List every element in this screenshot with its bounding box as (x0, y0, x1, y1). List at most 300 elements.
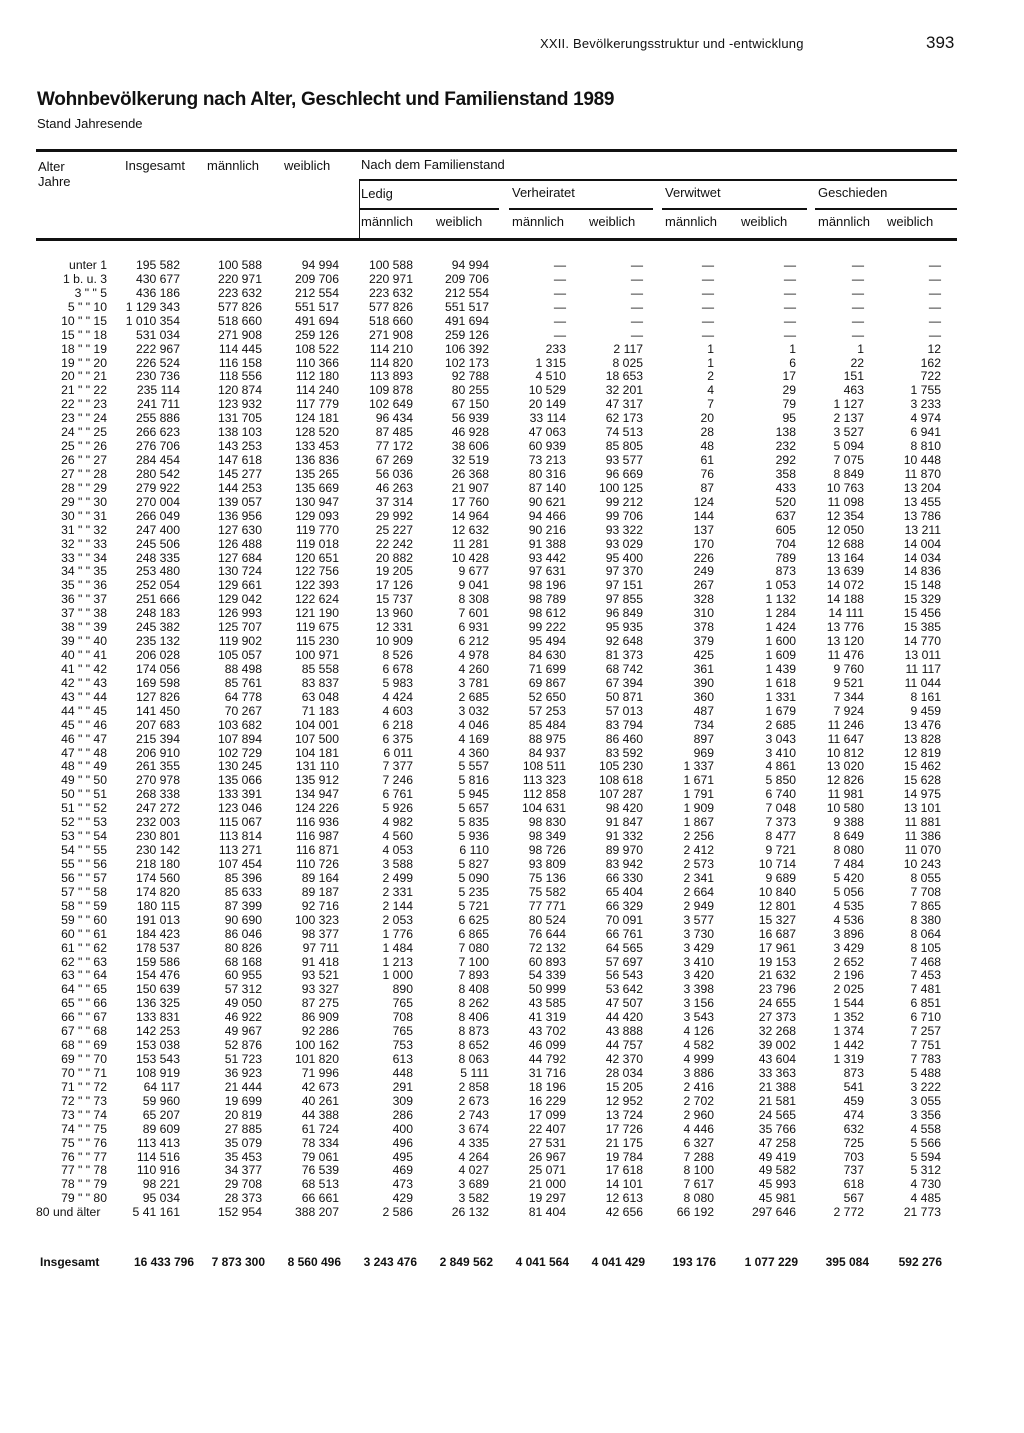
table-cell: 1 (857, 341, 864, 356)
table-cell: 126 488 (217, 536, 262, 551)
table-cell: 22 (850, 355, 864, 370)
table-cell: 151 (843, 369, 864, 384)
table-cell: 81 373 (605, 648, 643, 663)
row-age-label: 27 " " 28 (61, 466, 107, 481)
table-cell: — (851, 327, 864, 342)
total-cell: 2 849 562 (439, 1255, 493, 1269)
table-cell: 255 886 (135, 411, 180, 426)
table-cell: 1 374 (833, 1024, 864, 1039)
table-cell: 2 196 (833, 968, 864, 983)
table-cell: 91 332 (605, 829, 643, 844)
table-cell: 10 428 (451, 550, 489, 565)
row-age-label: 72 " " 73 (61, 1093, 107, 1108)
table-cell: 91 847 (605, 815, 643, 830)
table-cell: 107 287 (598, 787, 643, 802)
table-cell: 93 322 (605, 522, 643, 537)
row-age-label: 76 " " 77 (61, 1149, 107, 1164)
table-cell: 230 801 (135, 829, 180, 844)
row-age-label: 18 " " 19 (61, 341, 107, 356)
table-cell: 109 878 (368, 383, 413, 398)
table-cell: 11 881 (904, 815, 941, 830)
row-age-label: 70 " " 71 (61, 1065, 107, 1080)
table-cell: 3 886 (683, 1065, 714, 1080)
header-insgesamt: Insgesamt (125, 158, 185, 173)
table-cell: 433 (775, 480, 796, 495)
row-age-label: 41 " " 42 (61, 661, 107, 676)
table-cell: 88 975 (528, 731, 566, 746)
table-cell: 5 945 (458, 787, 489, 802)
table-cell: 13 211 (904, 522, 941, 537)
table-cell: 107 500 (294, 731, 339, 746)
table-cell: 567 (843, 1191, 864, 1206)
table-cell: 6 851 (910, 996, 941, 1011)
table-cell: 118 556 (218, 369, 262, 384)
table-cell: 67 269 (375, 453, 413, 468)
table-title: Wohnbevölkerung nach Alter, Geschlecht und Familienstand 1989 (37, 89, 615, 110)
table-cell: 87 (700, 480, 714, 495)
table-cell: 32 201 (605, 383, 643, 398)
table-cell: 107 454 (217, 856, 262, 871)
row-age-label: 19 " " 20 (61, 355, 107, 370)
table-cell: 90 690 (224, 912, 262, 927)
table-cell: 35 766 (758, 1121, 796, 1136)
table-cell: 12 331 (375, 620, 413, 635)
table-cell: 13 776 (826, 620, 864, 635)
total-cell: 4 041 564 (515, 1255, 569, 1269)
table-cell: 85 396 (224, 870, 262, 885)
table-cell: 174 820 (135, 884, 180, 899)
table-cell: 15 327 (758, 912, 796, 927)
table-cell: — (851, 271, 864, 286)
row-age-label: 56 " " 57 (61, 870, 107, 885)
table-cell: 13 828 (903, 731, 941, 746)
table-cell: 13 724 (605, 1107, 643, 1122)
table-cell: 13 786 (903, 508, 941, 523)
table-cell: 42 370 (605, 1052, 643, 1066)
table-cell: 27 373 (758, 1010, 796, 1025)
table-cell: 2 053 (382, 912, 413, 927)
row-age-label: 65 " " 66 (61, 996, 107, 1011)
table-cell: — (553, 313, 566, 328)
table-cell: 7 075 (833, 453, 864, 468)
table-cell: 12 354 (826, 508, 864, 523)
row-age-label: 79 " " 80 (61, 1191, 107, 1206)
table-cell: 15 462 (903, 759, 941, 774)
table-cell: 97 151 (605, 578, 643, 593)
table-cell: 8 064 (910, 926, 941, 941)
table-cell: 7 100 (458, 954, 489, 969)
table-cell: 17 618 (605, 1163, 643, 1178)
table-cell: 80 316 (528, 466, 566, 481)
table-cell: 268 338 (135, 787, 180, 802)
table-cell: 49 050 (224, 996, 262, 1011)
table-cell: 12 613 (605, 1191, 643, 1206)
table-cell: 4 360 (458, 745, 489, 760)
table-cell: — (553, 271, 566, 286)
table-cell: 6 941 (910, 425, 941, 440)
table-cell: 873 (775, 564, 796, 579)
table-cell: — (701, 271, 714, 286)
table-cell: 8 649 (833, 829, 864, 844)
table-cell: 8 063 (458, 1052, 489, 1066)
table-cell: 2 144 (382, 898, 413, 913)
table-cell: 98 789 (528, 592, 566, 607)
table-cell: 9 521 (833, 675, 864, 690)
table-cell: 4 558 (910, 1121, 941, 1136)
table-cell: 14 004 (903, 536, 941, 551)
table-cell: 56 036 (375, 466, 413, 481)
table-cell: 251 666 (135, 592, 180, 607)
table-cell: 100 588 (217, 258, 262, 272)
table-cell: 2 685 (765, 717, 796, 732)
table-cell: 102 173 (444, 355, 489, 370)
table-cell: 6 011 (383, 745, 413, 760)
table-cell: 115 230 (295, 634, 339, 649)
table-cell: 222 967 (135, 341, 180, 356)
table-cell: 270 978 (135, 773, 180, 788)
row-age-label: 80 und älter (36, 1205, 101, 1220)
table-cell: 605 (775, 522, 796, 537)
table-cell: 119 902 (218, 634, 262, 649)
table-cell: 459 (843, 1093, 864, 1108)
table-cell: 1 679 (765, 703, 796, 718)
table-cell: 551 517 (444, 299, 489, 314)
row-age-label: 44 " " 45 (61, 703, 107, 718)
table-cell: 85 633 (224, 884, 262, 899)
table-cell: 97 855 (605, 592, 643, 607)
table-cell: 80 255 (451, 383, 489, 398)
table-cell: 1 791 (683, 787, 714, 802)
table-cell: 134 947 (294, 787, 339, 802)
header-ledig: Ledig (361, 186, 393, 201)
table-cell: 191 013 (135, 912, 180, 927)
table-cell: — (783, 285, 796, 300)
table-cell: 1 (789, 341, 796, 356)
table-cell: 93 029 (605, 536, 643, 551)
row-age-label: 63 " " 64 (61, 968, 107, 983)
table-cell: 100 588 (368, 258, 413, 272)
table-cell: 124 (693, 494, 714, 509)
table-cell: 267 (693, 578, 714, 593)
table-cell: 8 025 (612, 355, 643, 370)
table-cell: 15 329 (903, 592, 941, 607)
table-cell: 722 (920, 369, 941, 384)
table-cell: 61 724 (301, 1121, 339, 1136)
table-cell: — (701, 327, 714, 342)
table-cell: 27 885 (224, 1121, 262, 1136)
table-cell: 137 (693, 522, 714, 537)
table-cell: 207 683 (135, 717, 180, 732)
table-cell: 50 999 (528, 982, 566, 997)
table-cell: 4 560 (382, 829, 413, 844)
table-cell: 64 117 (143, 1079, 180, 1094)
table-cell: 92 716 (301, 898, 339, 913)
table-cell: 4 999 (683, 1052, 714, 1066)
table-cell: 436 186 (135, 285, 180, 300)
table-cell: — (553, 299, 566, 314)
table-cell: 99 212 (605, 494, 643, 509)
table-cell: 33 363 (758, 1065, 796, 1080)
table-cell: 4 126 (683, 1024, 714, 1039)
table-cell: 3 429 (683, 940, 714, 955)
table-cell: 98 377 (301, 926, 339, 941)
row-age-label: 77 " " 78 (61, 1163, 107, 1178)
table-cell: 47 258 (758, 1135, 796, 1150)
table-cell: 113 323 (522, 773, 566, 788)
table-cell: 69 867 (528, 675, 566, 690)
table-cell: — (783, 327, 796, 342)
table-cell: 11 281 (452, 536, 489, 551)
table-cell: 130 245 (217, 759, 262, 774)
row-age-label: 43 " " 44 (61, 689, 107, 704)
header-verheiratet: Verheiratet (512, 185, 575, 200)
table-cell: 129 042 (217, 592, 262, 607)
table-cell: 57 253 (528, 703, 566, 718)
table-cell: 6 110 (459, 843, 489, 858)
table-cell: 360 (693, 689, 714, 704)
table-cell: 7 288 (683, 1149, 714, 1164)
header-verheiratet-maennlich: männlich (512, 214, 565, 229)
table-cell: 68 168 (224, 954, 262, 969)
table-cell: 1 776 (382, 926, 413, 941)
table-cell: 150 639 (135, 982, 180, 997)
table-cell: 9 388 (833, 815, 864, 830)
table-cell: 270 004 (135, 494, 180, 509)
header-verwitwet: Verwitwet (665, 185, 721, 200)
table-cell: 3 588 (382, 856, 413, 871)
table-cell: 4 264 (458, 1149, 489, 1164)
table-cell: 3 233 (910, 397, 941, 412)
table-cell: 136 956 (217, 508, 262, 523)
table-cell: 81 404 (528, 1205, 566, 1220)
table-cell: 94 994 (301, 258, 339, 272)
table-cell: 280 542 (135, 466, 180, 481)
table-cell: 8 308 (458, 592, 489, 607)
table-cell: 26 368 (451, 466, 489, 481)
table-cell: 1 284 (765, 606, 796, 621)
row-age-label: 67 " " 68 (61, 1024, 107, 1039)
table-cell: 4 446 (683, 1121, 714, 1136)
row-age-label: 68 " " 69 (61, 1038, 107, 1053)
table-cell: 86 909 (301, 1010, 339, 1025)
row-age-label: 71 " " 72 (61, 1079, 107, 1094)
table-cell: 11 246 (827, 717, 864, 732)
table-cell: 44 420 (605, 1010, 643, 1025)
table-cell: 577 826 (368, 299, 413, 314)
row-age-label: 32 " " 33 (61, 536, 107, 551)
table-cell: 3 896 (833, 926, 864, 941)
table-cell: 10 580 (826, 801, 864, 816)
table-cell: 12 (927, 341, 941, 356)
table-cell: 8 055 (910, 870, 941, 885)
table-cell: 110 916 (136, 1163, 180, 1178)
table-cell: 112 858 (522, 787, 566, 802)
table-cell: 159 586 (135, 954, 180, 969)
table-cell: 8 080 (683, 1191, 714, 1206)
table-cell: 253 480 (135, 564, 180, 579)
table-cell: 1 129 343 (125, 299, 180, 314)
table-cell: 577 826 (217, 299, 262, 314)
row-age-label: 73 " " 74 (61, 1107, 107, 1122)
table-cell: 21 388 (758, 1079, 796, 1094)
table-cell: 3 543 (683, 1010, 714, 1025)
row-age-label: 49 " " 50 (61, 773, 107, 788)
table-cell: 28 (700, 425, 714, 440)
row-age-label: 36 " " 37 (61, 592, 107, 607)
table-cell: — (701, 285, 714, 300)
row-age-label: 47 " " 48 (61, 745, 107, 760)
row-age-label: 46 " " 47 (61, 731, 107, 746)
table-cell: 129 093 (294, 508, 339, 523)
table-cell: 10 909 (375, 634, 413, 649)
table-cell: — (783, 313, 796, 328)
table-cell: 7 453 (910, 968, 941, 983)
table-cell: 518 660 (368, 313, 413, 328)
table-cell: 100 125 (598, 480, 643, 495)
table-cell: 10 840 (758, 884, 796, 899)
table-cell: 17 126 (375, 578, 413, 593)
table-cell: 3 420 (683, 968, 714, 983)
table-cell: 4 169 (458, 731, 489, 746)
row-age-label: 26 " " 27 (61, 453, 107, 468)
table-cell: 89 970 (605, 843, 643, 858)
table-cell: 310 (693, 606, 714, 621)
table-cell: 11 098 (827, 494, 864, 509)
table-cell: 37 314 (375, 494, 413, 509)
table-cell: — (851, 258, 864, 272)
table-cell: 361 (693, 661, 714, 676)
table-cell: 7 246 (382, 773, 413, 788)
row-age-label: 25 " " 26 (61, 439, 107, 454)
total-cell: 193 176 (672, 1255, 716, 1269)
table-cell: 116 936 (295, 815, 339, 830)
table-cell: 1 (707, 355, 714, 370)
table-cell: 110 366 (295, 355, 339, 370)
table-cell: 19 153 (758, 954, 796, 969)
total-cell: 4 041 429 (591, 1255, 645, 1269)
table-cell: 93 327 (301, 982, 339, 997)
table-cell: — (851, 285, 864, 300)
table-cell: 17 961 (758, 940, 796, 955)
table-cell: 400 (392, 1121, 413, 1136)
table-cell: 83 592 (605, 745, 643, 760)
table-cell: 7 468 (910, 954, 941, 969)
table-cell: 21 581 (758, 1093, 796, 1108)
table-cell: 71 996 (301, 1065, 339, 1080)
table-cell: 17 760 (451, 494, 489, 509)
table-cell: 124 181 (294, 411, 339, 426)
table-cell: 3 055 (910, 1093, 941, 1108)
table-cell: 35 453 (224, 1149, 262, 1164)
table-cell: 127 630 (217, 522, 262, 537)
table-cell: 31 716 (528, 1065, 566, 1080)
table-cell: 233 (545, 341, 566, 356)
table-cell: 43 702 (528, 1024, 566, 1039)
table-cell: 14 975 (903, 787, 941, 802)
table-cell: 4 424 (382, 689, 413, 704)
table-cell: 102 729 (217, 745, 262, 760)
table-cell: 98 830 (528, 815, 566, 830)
table-cell: 6 678 (382, 661, 413, 676)
row-age-label: 34 " " 35 (61, 564, 107, 579)
table-cell: 4 974 (910, 411, 941, 426)
table-cell: 6 931 (458, 620, 489, 635)
table-cell: 2 743 (458, 1107, 489, 1122)
table-cell: 1 315 (535, 355, 566, 370)
table-cell: 226 (693, 550, 714, 565)
table-cell: 63 048 (301, 689, 339, 704)
table-cell: 1 331 (765, 689, 796, 704)
table-cell: 107 894 (217, 731, 262, 746)
table-cell: 215 394 (135, 731, 180, 746)
row-age-label: 40 " " 41 (61, 648, 107, 663)
row-age-label: 51 " " 52 (61, 801, 107, 816)
table-cell: 66 330 (605, 870, 643, 885)
table-cell: 13 476 (903, 717, 941, 732)
table-cell: 100 323 (294, 912, 339, 927)
table-cell: 5 594 (910, 1149, 941, 1164)
table-cell: 2 499 (382, 870, 413, 885)
table-cell: 1 442 (833, 1038, 864, 1053)
table-cell: 35 079 (224, 1135, 262, 1150)
table-cell: 3 577 (683, 912, 714, 927)
table-cell: 2 331 (382, 884, 413, 899)
table-cell: 3 156 (683, 996, 714, 1011)
table-cell: 8 652 (458, 1038, 489, 1053)
table-cell: 66 661 (301, 1191, 339, 1206)
table-cell: 378 (693, 620, 714, 635)
row-age-label: 57 " " 58 (61, 884, 107, 899)
table-cell: 11 386 (904, 829, 941, 844)
table-cell: 169 598 (135, 675, 180, 690)
table-cell: 71 183 (301, 703, 339, 718)
table-cell: 86 046 (224, 926, 262, 941)
table-cell: 74 513 (605, 425, 643, 440)
table-cell: 10 529 (528, 383, 566, 398)
table-cell: 4 535 (833, 898, 864, 913)
table-cell: 4 (707, 383, 714, 398)
table-cell: 15 205 (605, 1079, 643, 1094)
table-cell: 2 960 (683, 1107, 714, 1122)
table-cell: 7 924 (833, 703, 864, 718)
table-cell: 66 192 (676, 1205, 714, 1220)
table-cell: 12 819 (903, 745, 941, 760)
table-cell: 10 243 (903, 856, 941, 871)
table-cell: 135 066 (217, 773, 262, 788)
table-cell: 92 648 (605, 634, 643, 649)
table-cell: 87 140 (528, 480, 566, 495)
table-cell: 135 912 (294, 773, 339, 788)
table-cell: — (630, 258, 643, 272)
table-cell: 704 (775, 536, 796, 551)
row-age-label: 21 " " 22 (61, 383, 107, 398)
row-age-label: 39 " " 40 (61, 634, 107, 649)
table-cell: 3 781 (458, 675, 489, 690)
table-cell: 21 907 (451, 480, 489, 495)
table-cell: 5 835 (458, 815, 489, 830)
table-cell: 80 826 (224, 940, 262, 955)
table-cell: 13 960 (375, 606, 413, 621)
row-age-label: 54 " " 55 (61, 843, 107, 858)
table-cell: 248 335 (135, 550, 180, 565)
table-cell: 85 484 (528, 717, 566, 732)
table-cell: 6 865 (458, 926, 489, 941)
table-cell: 2 772 (833, 1205, 864, 1220)
table-cell: 66 329 (605, 898, 643, 913)
table-cell: 279 922 (135, 480, 180, 495)
table-cell: 226 524 (135, 355, 180, 370)
table-cell: 13 639 (826, 564, 864, 579)
